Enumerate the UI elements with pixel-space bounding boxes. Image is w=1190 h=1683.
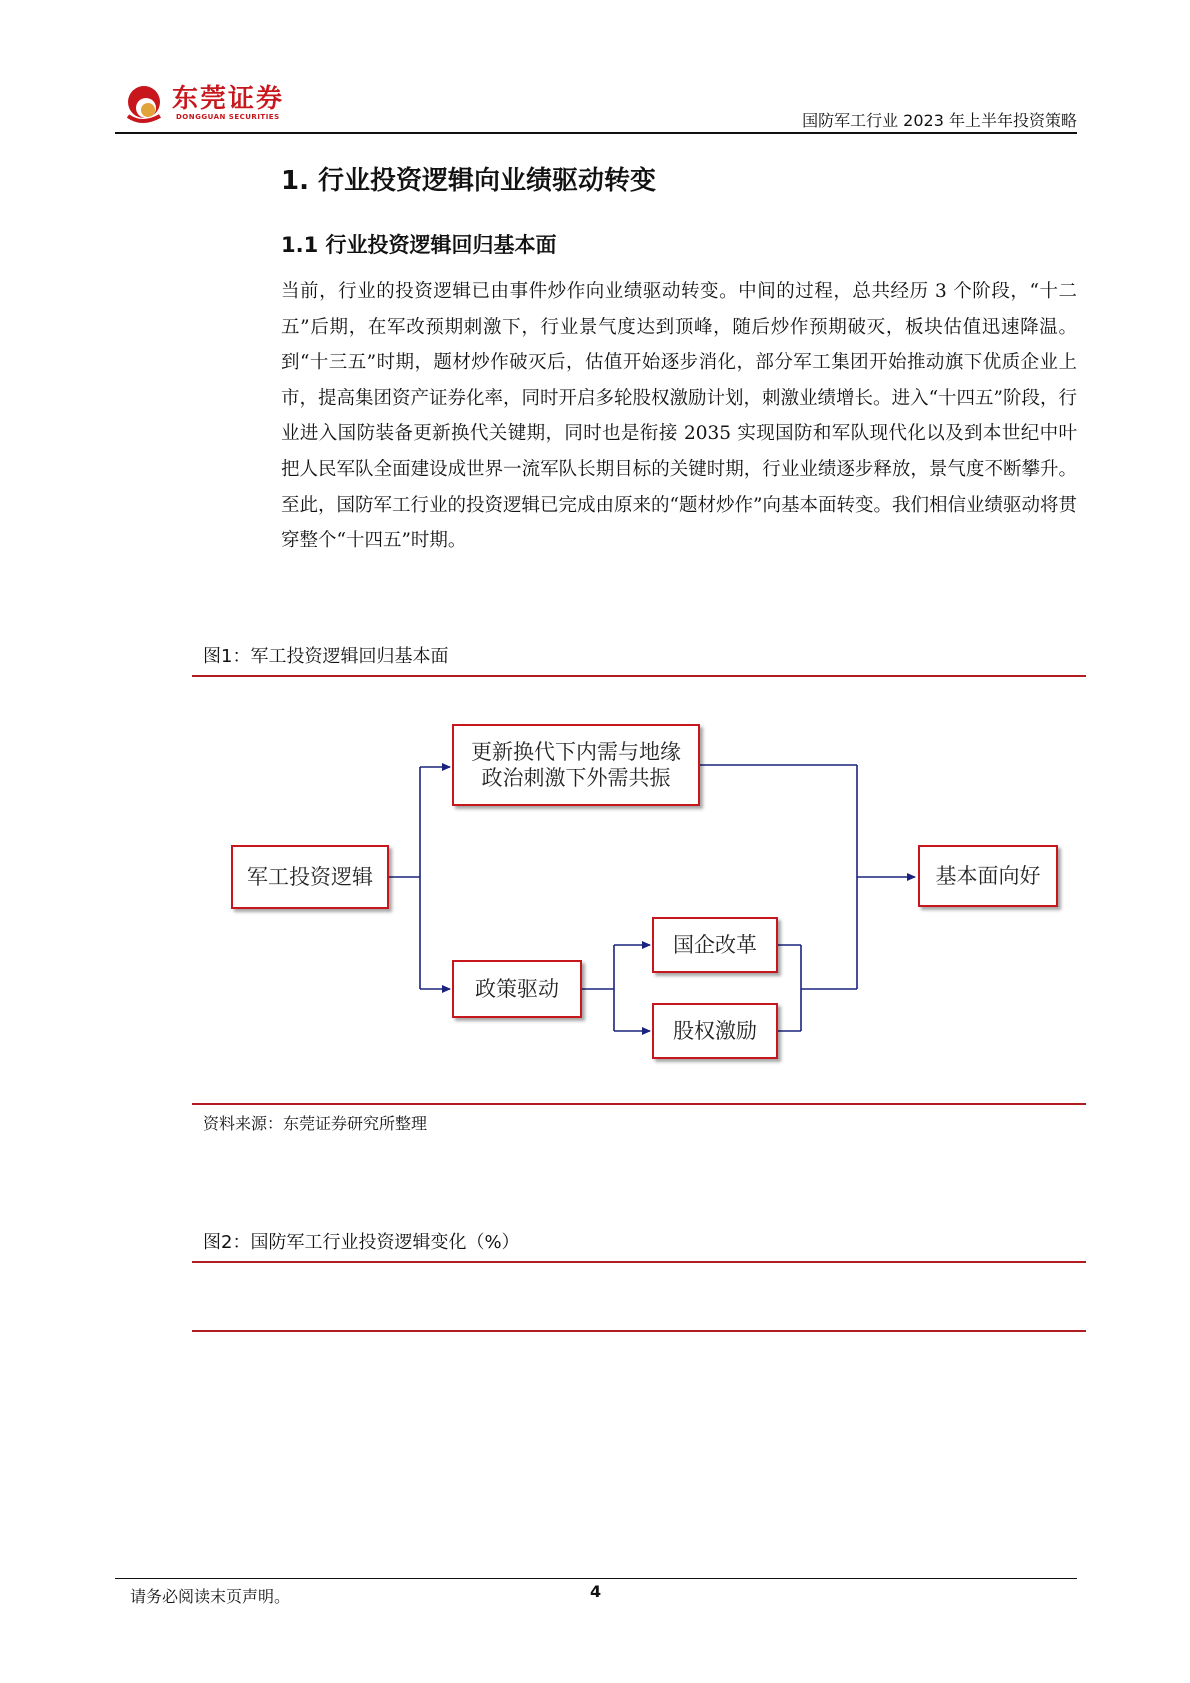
section-title: 1. 行业投资逻辑向业绩驱动转变: [281, 166, 657, 196]
header-divider: [115, 132, 1077, 134]
subsection-title: 1.1 行业投资逻辑回归基本面: [281, 233, 557, 257]
node-soe-reform: 国企改革: [652, 917, 778, 973]
node-policy: 政策驱动: [452, 960, 582, 1018]
figure2-top-rule: [192, 1261, 1086, 1263]
node-upper-line1: 更新换代下内需与地缘: [471, 740, 681, 764]
figure2-title: 图2：国防军工行业投资逻辑变化（%）: [203, 1232, 520, 1253]
node-root: 军工投资逻辑: [231, 845, 389, 909]
page-number: 4: [590, 1582, 602, 1601]
footer-divider: [115, 1578, 1077, 1579]
logo-mark-icon: [120, 80, 170, 130]
figure1-bottom-rule: [192, 1103, 1086, 1105]
brand-name-en: DONGGUAN SECURITIES: [176, 113, 280, 121]
figure1-title: 图1：军工投资逻辑回归基本面: [203, 646, 449, 667]
figure1-source: 资料来源：东莞证券研究所整理: [203, 1114, 428, 1133]
report-title: 国防军工行业 2023 年上半年投资策略: [802, 111, 1077, 130]
figure1-top-rule: [192, 675, 1086, 677]
node-upper: [452, 724, 700, 806]
node-result: 基本面向好: [918, 845, 1058, 907]
figure2-bottom-rule: [192, 1330, 1086, 1332]
node-equity-incentive: 股权激励: [652, 1003, 778, 1059]
footer-disclaimer: 请务必阅读末页声明。: [130, 1587, 291, 1606]
node-upper-line2: 政治刺激下外需共振: [481, 766, 671, 790]
brand-name-cn: 东莞证券: [172, 84, 285, 114]
body-paragraph: 当前，行业的投资逻辑已由事件炒作向业绩驱动转变。中间的过程，总共经历 3 个阶段，“十二五”后期，在军改预期刺激下，行业景气度达到顶峰，随后炒作预期破灭，板块估值迅速降温。到“十三五”时期，题材炒作破灭后，估值开始逐步消化，部分军工集团开始推动旗下优质企业上市，提高集团资产证券化率，同时开启多轮股权激励计划，刺激业绩增长。进入“十四五”阶段，行业进入国防装备更新换代关键期，同时也是衔接 2035 实现国防和军队现代化以及到本世纪中叶把人民军队全面建设成世界一流军队长期目标的关键时期，行业业绩逐步释放，景气度不断攀升。至此，国防军工行业的投资逻辑已完成由原来的“题材炒作”向基本面转变。我们相信业绩驱动将贯穿整个“十四五”时期。: [281, 281, 1077, 552]
